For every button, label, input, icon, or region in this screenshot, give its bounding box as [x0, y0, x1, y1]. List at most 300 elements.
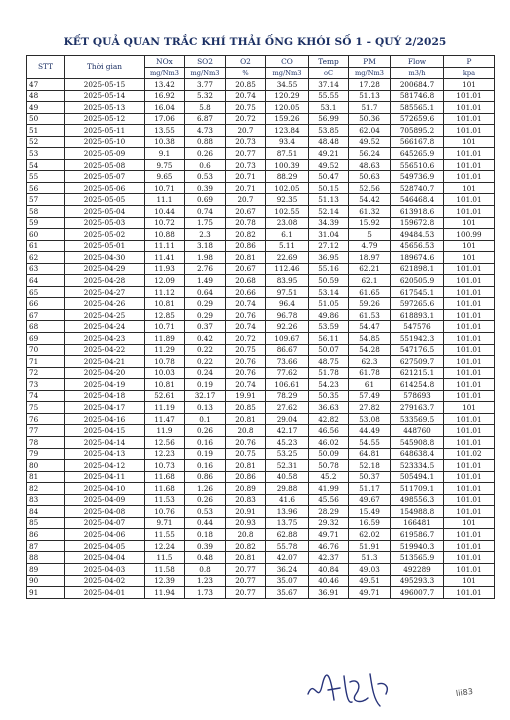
- table-cell: 51.91: [349, 540, 391, 552]
- table-row: [27, 483, 495, 495]
- table-cell: 51.17: [349, 483, 391, 495]
- table-cell: 11.5: [145, 552, 185, 564]
- table-cell: 189674.6: [391, 252, 444, 264]
- table-cell: 1.98: [185, 252, 226, 264]
- table-row: [27, 206, 495, 218]
- table-cell: 13.75: [266, 517, 309, 529]
- table-row: [27, 471, 495, 483]
- table-cell: 49.52: [309, 159, 349, 171]
- table-cell: 101.01: [444, 125, 495, 137]
- table-cell: 0.74: [185, 206, 226, 218]
- table-cell: 96.4: [266, 298, 309, 310]
- table-cell: 101.01: [444, 552, 495, 564]
- table-cell: 20.91: [226, 506, 266, 518]
- table-cell: 50.59: [309, 275, 349, 287]
- table-cell: 20.71: [226, 182, 266, 194]
- table-cell: 13.55: [145, 125, 185, 137]
- table-cell: 52: [27, 136, 65, 148]
- table-cell: 20.77: [226, 575, 266, 587]
- table-cell: 73: [27, 379, 65, 391]
- table-cell: 17.06: [145, 113, 185, 125]
- header-temp: Temp: [309, 56, 349, 68]
- table-cell: 545908.8: [391, 436, 444, 448]
- table-cell: 2025-05-07: [65, 171, 145, 183]
- table-cell: 49.52: [349, 136, 391, 148]
- table-row: [27, 263, 495, 275]
- table-cell: 123.84: [266, 125, 309, 137]
- table-cell: 20.7: [226, 125, 266, 137]
- table-cell: 100.39: [266, 159, 309, 171]
- table-cell: 50.37: [349, 471, 391, 483]
- table-row: [27, 540, 495, 552]
- table-cell: 2025-04-14: [65, 436, 145, 448]
- header-p: P: [444, 56, 495, 68]
- table-cell: 2.3: [185, 229, 226, 241]
- table-cell: 498556.3: [391, 494, 444, 506]
- table-cell: 11.12: [145, 286, 185, 298]
- table-cell: 55: [27, 171, 65, 183]
- table-cell: 2025-04-20: [65, 367, 145, 379]
- table-cell: 67: [27, 309, 65, 321]
- table-cell: 53.25: [266, 448, 309, 460]
- table-cell: 101.01: [444, 309, 495, 321]
- table-cell: 1.75: [185, 217, 226, 229]
- table-cell: 6.1: [266, 229, 309, 241]
- table-cell: 87: [27, 540, 65, 552]
- table-cell: 511709.1: [391, 483, 444, 495]
- table-cell: 12.39: [145, 575, 185, 587]
- table-cell: 2025-05-09: [65, 148, 145, 160]
- table-cell: 62: [27, 252, 65, 264]
- table-cell: 10.76: [145, 506, 185, 518]
- table-cell: 35.67: [266, 587, 309, 599]
- table-cell: 2025-04-24: [65, 321, 145, 333]
- table-cell: 54.42: [349, 194, 391, 206]
- table-cell: 28.29: [309, 506, 349, 518]
- table-cell: 61.53: [349, 309, 391, 321]
- table-cell: 109.67: [266, 333, 309, 345]
- table-cell: 5: [349, 229, 391, 241]
- table-cell: 101.01: [444, 275, 495, 287]
- table-cell: 12.24: [145, 540, 185, 552]
- table-cell: 11.94: [145, 587, 185, 599]
- table-cell: 2025-05-14: [65, 90, 145, 102]
- table-cell: 85: [27, 517, 65, 529]
- table-cell: 34.55: [266, 79, 309, 91]
- table-cell: 49.51: [349, 575, 391, 587]
- table-cell: 10.71: [145, 321, 185, 333]
- table-cell: 12.09: [145, 275, 185, 287]
- table-cell: 2025-04-28: [65, 275, 145, 287]
- table-cell: 53.85: [309, 125, 349, 137]
- table-cell: 1.23: [185, 575, 226, 587]
- table-cell: 36.24: [266, 563, 309, 575]
- table-cell: 10.81: [145, 298, 185, 310]
- table-cell: 0.86: [185, 471, 226, 483]
- table-cell: 101.01: [444, 494, 495, 506]
- table-cell: 46.02: [309, 436, 349, 448]
- table-cell: 20.86: [226, 240, 266, 252]
- table-cell: 0.53: [185, 171, 226, 183]
- table-cell: 617545.1: [391, 286, 444, 298]
- table-cell: 48.48: [309, 136, 349, 148]
- table-row: [27, 194, 495, 206]
- table-cell: 2025-04-16: [65, 413, 145, 425]
- table-row: [27, 252, 495, 264]
- table-cell: 0.24: [185, 367, 226, 379]
- table-cell: 2025-04-19: [65, 379, 145, 391]
- table-cell: 11.58: [145, 563, 185, 575]
- table-cell: 159.26: [266, 113, 309, 125]
- table-cell: 54.55: [349, 436, 391, 448]
- table-cell: 166481: [391, 517, 444, 529]
- table-row: [27, 529, 495, 541]
- table-cell: 578693: [391, 390, 444, 402]
- table-cell: 2025-04-06: [65, 529, 145, 541]
- table-cell: 2025-04-17: [65, 402, 145, 414]
- header-nox: NOx: [145, 56, 185, 68]
- table-cell: 101.01: [444, 390, 495, 402]
- table-cell: 11.93: [145, 263, 185, 275]
- table-cell: 101.01: [444, 206, 495, 218]
- table-cell: 0.8: [185, 563, 226, 575]
- table-cell: 27.12: [309, 240, 349, 252]
- table-cell: 19.91: [226, 390, 266, 402]
- table-cell: 32.17: [185, 390, 226, 402]
- table-cell: 2025-04-30: [65, 252, 145, 264]
- table-cell: 29.88: [266, 483, 309, 495]
- unit-so2: mg/Nm3: [185, 68, 226, 79]
- table-cell: 11.68: [145, 483, 185, 495]
- table-cell: 49484.53: [391, 229, 444, 241]
- table-cell: 101.01: [444, 102, 495, 114]
- table-cell: 36.95: [309, 252, 349, 264]
- table-cell: 52.14: [309, 206, 349, 218]
- table-cell: 5.8: [185, 102, 226, 114]
- table-row: [27, 125, 495, 137]
- table-cell: 87.51: [266, 148, 309, 160]
- table-cell: 54.23: [309, 379, 349, 391]
- table-cell: 2025-04-22: [65, 344, 145, 356]
- table-cell: 9.71: [145, 517, 185, 529]
- table-cell: 77.62: [266, 367, 309, 379]
- table-cell: 20.83: [226, 494, 266, 506]
- table-cell: 46.76: [309, 540, 349, 552]
- table-cell: 1.73: [185, 587, 226, 599]
- unit-pm: mg/Nm3: [349, 68, 391, 79]
- table-cell: 2025-04-12: [65, 460, 145, 472]
- handwritten-signature: [300, 664, 410, 714]
- table-row: [27, 321, 495, 333]
- table-cell: 20.77: [226, 587, 266, 599]
- table-cell: 120.29: [266, 90, 309, 102]
- table-cell: 60: [27, 229, 65, 241]
- header-pm: PM: [349, 56, 391, 68]
- table-row: [27, 102, 495, 114]
- table-cell: 0.39: [185, 182, 226, 194]
- table-cell: 86: [27, 529, 65, 541]
- table-cell: 48: [27, 90, 65, 102]
- table-cell: 42.37: [309, 552, 349, 564]
- header-stt: STT: [27, 56, 65, 79]
- table-cell: 4.73: [185, 125, 226, 137]
- table-cell: 12.23: [145, 448, 185, 460]
- table-cell: 0.53: [185, 506, 226, 518]
- table-cell: 101.01: [444, 413, 495, 425]
- table-cell: 18.97: [349, 252, 391, 264]
- table-cell: 41.6: [266, 494, 309, 506]
- table-cell: 2025-04-04: [65, 552, 145, 564]
- table-cell: 62.1: [349, 275, 391, 287]
- table-row: [27, 344, 495, 356]
- table-cell: 44.49: [349, 425, 391, 437]
- table-cell: 20.78: [226, 217, 266, 229]
- header-co: CO: [266, 56, 309, 68]
- table-body: [27, 79, 495, 599]
- table-cell: 50.63: [349, 171, 391, 183]
- table-cell: 102.05: [266, 182, 309, 194]
- table-cell: 51.13: [349, 90, 391, 102]
- table-cell: 20.76: [226, 367, 266, 379]
- table-cell: 61: [349, 379, 391, 391]
- unit-co: mg/Nm3: [266, 68, 309, 79]
- table-cell: 0.1: [185, 413, 226, 425]
- table-cell: 513565.9: [391, 552, 444, 564]
- table-cell: 101: [444, 217, 495, 229]
- table-cell: 2.76: [185, 263, 226, 275]
- table-cell: 62.3: [349, 356, 391, 368]
- table-row: [27, 229, 495, 241]
- table-cell: 101.01: [444, 529, 495, 541]
- table-cell: 101.01: [444, 471, 495, 483]
- table-cell: 2025-04-01: [65, 587, 145, 599]
- table-cell: 53.1: [309, 102, 349, 114]
- table-row: [27, 425, 495, 437]
- table-cell: 49.67: [349, 494, 391, 506]
- header-flow: Flow: [391, 56, 444, 68]
- table-cell: 0.44: [185, 517, 226, 529]
- table-cell: 52.31: [266, 460, 309, 472]
- table-cell: 101.01: [444, 90, 495, 102]
- table-cell: 1.26: [185, 483, 226, 495]
- table-cell: 9.1: [145, 148, 185, 160]
- table-cell: 0.22: [185, 356, 226, 368]
- table-cell: 2025-05-05: [65, 194, 145, 206]
- table-cell: 69: [27, 333, 65, 345]
- table-cell: 45.56: [309, 494, 349, 506]
- table-cell: 101.01: [444, 379, 495, 391]
- table-cell: 20.77: [226, 148, 266, 160]
- table-cell: 20.72: [226, 333, 266, 345]
- table-cell: 89: [27, 563, 65, 575]
- table-cell: 101.01: [444, 506, 495, 518]
- table-cell: 13.96: [266, 506, 309, 518]
- table-cell: 496007.7: [391, 587, 444, 599]
- table-cell: 20.76: [226, 309, 266, 321]
- table-row: [27, 379, 495, 391]
- table-cell: 0.37: [185, 321, 226, 333]
- table-row: [27, 286, 495, 298]
- table-cell: 20.67: [226, 206, 266, 218]
- table-cell: 66: [27, 298, 65, 310]
- table-cell: 3.77: [185, 79, 226, 91]
- monitoring-table: [26, 55, 495, 599]
- table-cell: 120.05: [266, 102, 309, 114]
- table-cell: 20.71: [226, 171, 266, 183]
- table-cell: 505494.1: [391, 471, 444, 483]
- table-cell: 106.61: [266, 379, 309, 391]
- table-cell: 83: [27, 494, 65, 506]
- table-cell: 20.74: [226, 90, 266, 102]
- table-cell: 76: [27, 413, 65, 425]
- table-cell: 154988.8: [391, 506, 444, 518]
- table-cell: 627509.7: [391, 356, 444, 368]
- table-cell: 48.75: [309, 356, 349, 368]
- table-cell: 597265.6: [391, 298, 444, 310]
- table-cell: 448760: [391, 425, 444, 437]
- table-cell: 31.04: [309, 229, 349, 241]
- table-cell: 547576: [391, 321, 444, 333]
- table-cell: 101.01: [444, 563, 495, 575]
- table-cell: 40.46: [309, 575, 349, 587]
- table-cell: 20.74: [226, 321, 266, 333]
- table-cell: 101.02: [444, 448, 495, 460]
- table-cell: 52.61: [145, 390, 185, 402]
- table-cell: 0.88: [185, 136, 226, 148]
- table-cell: 56.99: [309, 113, 349, 125]
- table-cell: 54.85: [349, 333, 391, 345]
- table-cell: 2025-04-05: [65, 540, 145, 552]
- table-cell: 36.63: [309, 402, 349, 414]
- table-cell: 6.87: [185, 113, 226, 125]
- table-cell: 101.01: [444, 286, 495, 298]
- table-row: [27, 413, 495, 425]
- table-row: [27, 275, 495, 287]
- table-cell: 2025-04-21: [65, 356, 145, 368]
- table-cell: 20.73: [226, 136, 266, 148]
- table-cell: 64.81: [349, 448, 391, 460]
- table-cell: 36.91: [309, 587, 349, 599]
- table-cell: 50.78: [309, 460, 349, 472]
- table-cell: 50.35: [309, 390, 349, 402]
- table-cell: 2025-05-11: [65, 125, 145, 137]
- table-cell: 16.59: [349, 517, 391, 529]
- table-cell: 101.01: [444, 113, 495, 125]
- table-row: [27, 309, 495, 321]
- table-cell: 80: [27, 460, 65, 472]
- table-cell: 63: [27, 263, 65, 275]
- table-cell: 47: [27, 79, 65, 91]
- table-cell: 2025-04-02: [65, 575, 145, 587]
- table-cell: 581746.8: [391, 90, 444, 102]
- table-cell: 613918.6: [391, 206, 444, 218]
- table-cell: 27.62: [266, 402, 309, 414]
- table-cell: 15.92: [349, 217, 391, 229]
- table-cell: 11.68: [145, 471, 185, 483]
- table-cell: 20.8: [226, 529, 266, 541]
- table-cell: 20.72: [226, 113, 266, 125]
- table-cell: 51.3: [349, 552, 391, 564]
- table-cell: 648638.4: [391, 448, 444, 460]
- table-cell: 0.64: [185, 286, 226, 298]
- table-row: [27, 460, 495, 472]
- table-cell: 55.55: [309, 90, 349, 102]
- table-cell: 101.01: [444, 540, 495, 552]
- table-cell: 519940.3: [391, 540, 444, 552]
- table-cell: 101: [444, 575, 495, 587]
- table-cell: 20.74: [226, 379, 266, 391]
- table-cell: 2025-04-26: [65, 298, 145, 310]
- table-row: [27, 148, 495, 160]
- table-cell: 10.44: [145, 206, 185, 218]
- table-cell: 0.26: [185, 148, 226, 160]
- table-cell: 16.92: [145, 90, 185, 102]
- table-cell: 73.66: [266, 356, 309, 368]
- table-cell: 0.13: [185, 402, 226, 414]
- table-cell: 49.86: [309, 309, 349, 321]
- table-cell: 551942.3: [391, 333, 444, 345]
- table-cell: 10.73: [145, 460, 185, 472]
- table-cell: 4.79: [349, 240, 391, 252]
- table-cell: 101.01: [444, 483, 495, 495]
- table-cell: 0.69: [185, 194, 226, 206]
- table-cell: 20.82: [226, 540, 266, 552]
- table-cell: 0.16: [185, 436, 226, 448]
- table-row: [27, 79, 495, 91]
- table-cell: 20.7: [226, 194, 266, 206]
- table-cell: 49.03: [349, 563, 391, 575]
- table-cell: 585565.1: [391, 102, 444, 114]
- table-cell: 101.01: [444, 587, 495, 599]
- table-row: [27, 552, 495, 564]
- table-cell: 29.32: [309, 517, 349, 529]
- table-cell: 51.13: [309, 194, 349, 206]
- table-row: [27, 90, 495, 102]
- table-cell: 65: [27, 286, 65, 298]
- table-cell: 101.01: [444, 321, 495, 333]
- table-cell: 59: [27, 217, 65, 229]
- table-cell: 88.29: [266, 171, 309, 183]
- table-cell: 48.63: [349, 159, 391, 171]
- table-cell: 20.75: [226, 448, 266, 460]
- table-cell: 49.71: [349, 587, 391, 599]
- table-cell: 0.19: [185, 448, 226, 460]
- unit-p: kpa: [444, 68, 495, 79]
- table-cell: 62.04: [349, 125, 391, 137]
- table-cell: 101.01: [444, 460, 495, 472]
- page-mark: lii83: [455, 686, 474, 699]
- table-cell: 51.78: [309, 367, 349, 379]
- table-cell: 2025-04-10: [65, 483, 145, 495]
- table-cell: 101: [444, 402, 495, 414]
- table-cell: 279163.7: [391, 402, 444, 414]
- table-cell: 101.01: [444, 263, 495, 275]
- table-cell: 20.77: [226, 563, 266, 575]
- table-cell: 621215.1: [391, 367, 444, 379]
- table-cell: 101.01: [444, 367, 495, 379]
- table-cell: 12.85: [145, 309, 185, 321]
- table-cell: 20.89: [226, 483, 266, 495]
- table-cell: 11.9: [145, 425, 185, 437]
- table-cell: 5.11: [266, 240, 309, 252]
- table-cell: 20.93: [226, 517, 266, 529]
- table-cell: 11.55: [145, 529, 185, 541]
- table-cell: 72: [27, 367, 65, 379]
- table-cell: 2025-04-18: [65, 390, 145, 402]
- table-cell: 68: [27, 321, 65, 333]
- table-cell: 9.75: [145, 159, 185, 171]
- table-cell: 2025-05-04: [65, 206, 145, 218]
